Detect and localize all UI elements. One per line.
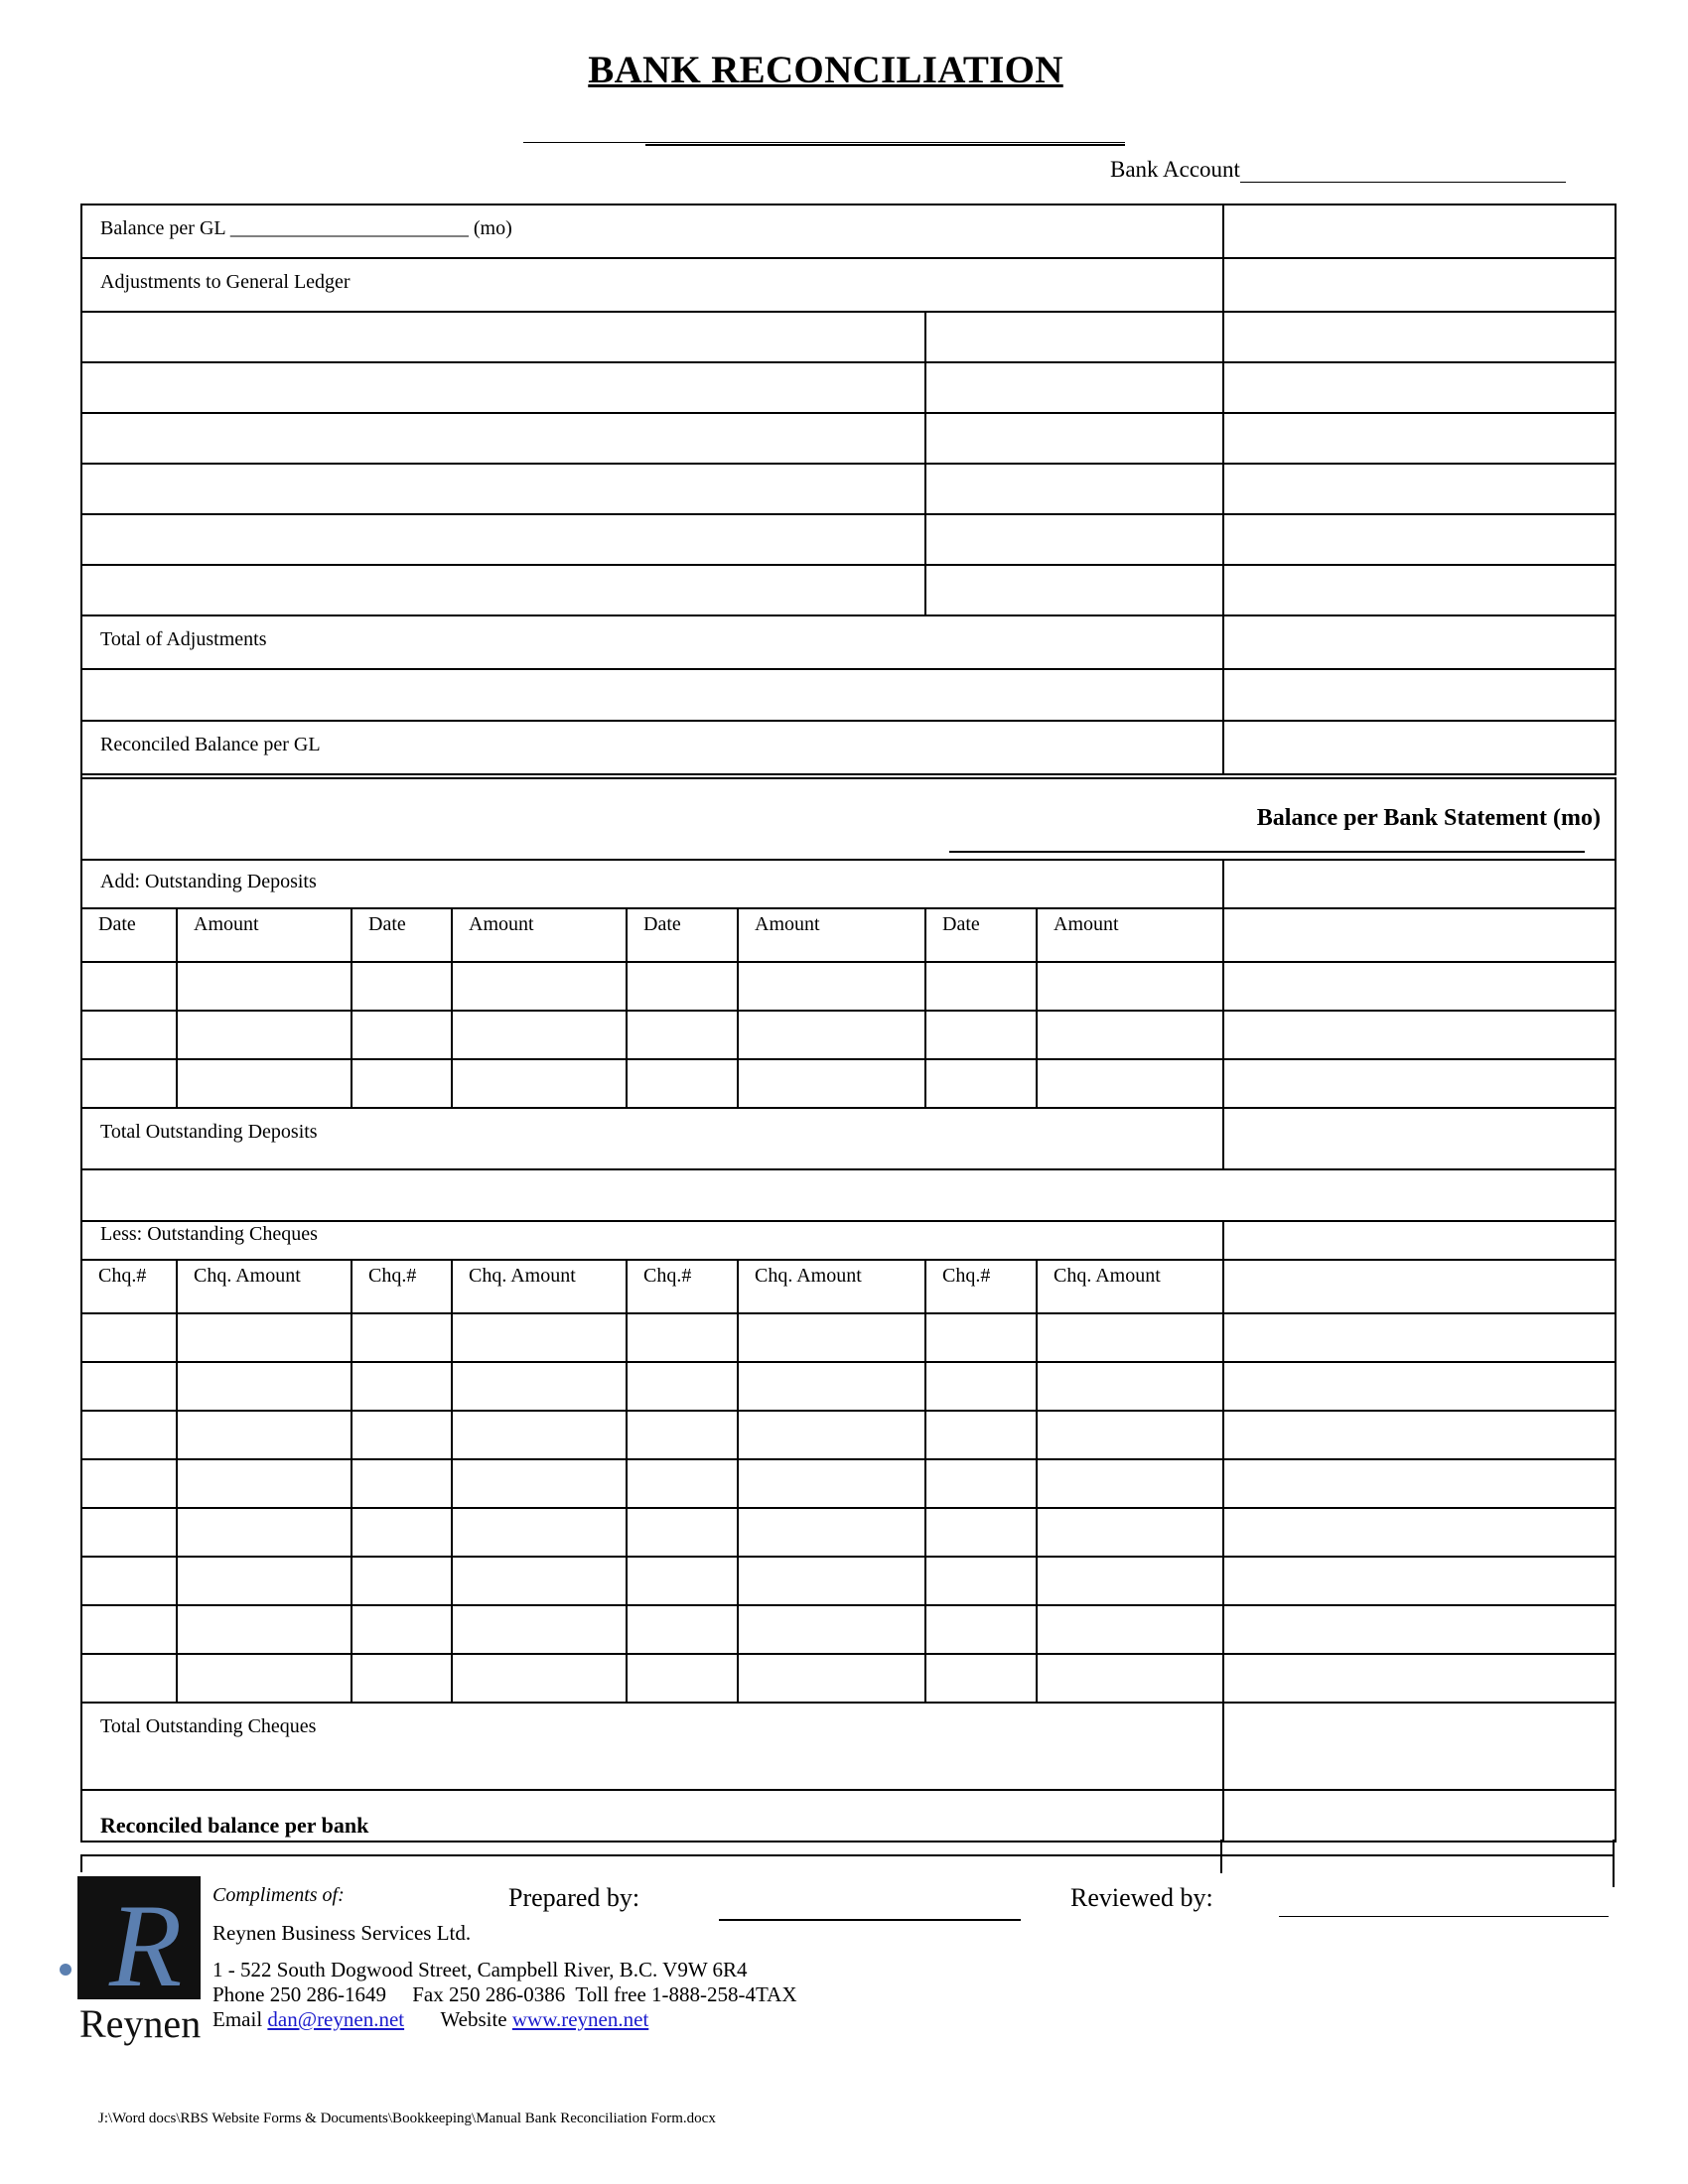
- cheque-amount-cell[interactable]: [178, 1412, 352, 1458]
- adjustment-row: [82, 363, 1617, 414]
- adjustment-subamount[interactable]: [926, 465, 1224, 513]
- cheque-header-num-3: Chq.#: [628, 1261, 739, 1312]
- balance-per-gl-label: [82, 205, 1224, 257]
- cheque-key-cell[interactable]: [628, 1314, 739, 1361]
- cheque-amount-cell[interactable]: [178, 1558, 352, 1604]
- cheque-amount-cell[interactable]: [178, 1363, 352, 1410]
- cheque-header-amount-3: Chq. Amount: [739, 1261, 926, 1312]
- cheque-row: [82, 1655, 1617, 1704]
- adjustment-row: [82, 515, 1617, 566]
- adjustment-amount[interactable]: [1224, 414, 1617, 463]
- adjustments-amount[interactable]: [1224, 259, 1617, 311]
- footer-tick-right: [1613, 1840, 1615, 1887]
- cheque-key-cell[interactable]: [352, 1363, 453, 1410]
- cheque-amount-cell[interactable]: [1038, 1655, 1224, 1702]
- bank-statement-label: Balance per Bank Statement: [1256, 805, 1548, 831]
- cheque-amount-cell[interactable]: [739, 1655, 926, 1702]
- cheque-key-cell[interactable]: [628, 1558, 739, 1604]
- cheque-key-cell[interactable]: [352, 1460, 453, 1507]
- deposit-amount-cell[interactable]: [178, 1060, 352, 1107]
- deposit-row: [82, 1012, 1617, 1060]
- deposit-amount-cell[interactable]: [1038, 963, 1224, 1010]
- cheque-cells: [82, 1412, 1224, 1458]
- balance-per-gl-blank[interactable]: ________________________: [229, 217, 469, 239]
- deposit-amount-cell[interactable]: [453, 1012, 628, 1058]
- cheque-cells: [82, 1314, 1224, 1361]
- deposit-headers: [82, 909, 1224, 961]
- cheque-amount-cell[interactable]: [453, 1509, 628, 1556]
- cheque-total[interactable]: [1224, 1509, 1617, 1556]
- adjustment-subamount[interactable]: [926, 566, 1224, 614]
- cheque-row: [82, 1460, 1617, 1509]
- deposit-amount-cell[interactable]: [178, 1012, 352, 1058]
- deposit-total[interactable]: [1224, 963, 1617, 1010]
- cheque-row: [82, 1363, 1617, 1412]
- adjustment-amount[interactable]: [1224, 465, 1617, 513]
- cheque-key-cell[interactable]: [628, 1363, 739, 1410]
- deposit-amount-cell[interactable]: [178, 963, 352, 1010]
- bank-account-label: Bank Account: [1110, 157, 1240, 182]
- cheque-header-amount-1: Chq. Amount: [178, 1261, 352, 1312]
- cheque-row: [82, 1558, 1617, 1606]
- cheque-amount-cell[interactable]: [739, 1314, 926, 1361]
- reviewed-by-field[interactable]: [1279, 1916, 1609, 1917]
- cheque-key-cell[interactable]: [352, 1655, 453, 1702]
- deposit-key-cell[interactable]: [628, 1012, 739, 1058]
- bank-statement-mo: (mo): [1553, 805, 1601, 831]
- cheque-total[interactable]: [1224, 1655, 1617, 1702]
- cheque-amount-cell[interactable]: [739, 1558, 926, 1604]
- company-phone-line: [212, 1982, 797, 2007]
- cheque-key-cell[interactable]: [352, 1509, 453, 1556]
- total-adjustments-row: [82, 616, 1617, 670]
- cheque-key-cell[interactable]: [926, 1509, 1038, 1556]
- cheque-amount-cell[interactable]: [453, 1606, 628, 1653]
- deposit-header-amount-3: Amount: [739, 909, 926, 961]
- cheque-amount-cell[interactable]: [178, 1606, 352, 1653]
- deposit-amount-cell[interactable]: [1038, 1012, 1224, 1058]
- deposit-amount-cell[interactable]: [739, 963, 926, 1010]
- cheque-amount-cell[interactable]: [453, 1363, 628, 1410]
- adjustment-subamount[interactable]: [926, 363, 1224, 412]
- outstanding-cheques-row: [82, 1222, 1617, 1261]
- cheque-key-cell[interactable]: [926, 1412, 1038, 1458]
- deposit-header-date-4: Date: [926, 909, 1038, 961]
- deposit-key-cell[interactable]: [926, 1012, 1038, 1058]
- deposit-amount-cell[interactable]: [1038, 1060, 1224, 1107]
- cheque-key-cell[interactable]: [82, 1412, 178, 1458]
- blank-gl-row: [82, 670, 1617, 722]
- cheque-row: [82, 1314, 1617, 1363]
- cheque-amount-cell[interactable]: [453, 1412, 628, 1458]
- company-fax: Fax 250 286-0386: [412, 1982, 566, 2006]
- adjustment-amount[interactable]: [1224, 566, 1617, 614]
- cheque-cells: [82, 1363, 1224, 1410]
- bank-statement-row: [82, 779, 1617, 861]
- cheque-amount-cell[interactable]: [1038, 1412, 1224, 1458]
- deposit-amount-cell[interactable]: [453, 963, 628, 1010]
- logo-letter: R: [109, 1879, 183, 2011]
- cheque-row: [82, 1509, 1617, 1558]
- cheque-key-cell[interactable]: [628, 1412, 739, 1458]
- cheque-amount-cell[interactable]: [739, 1363, 926, 1410]
- cheque-header-amount-4: Chq. Amount: [1038, 1261, 1224, 1312]
- footer-tick-left: [80, 1854, 82, 1872]
- cheque-amount-cell[interactable]: [1038, 1509, 1224, 1556]
- deposit-row: [82, 963, 1617, 1012]
- deposit-key-cell[interactable]: [926, 1060, 1038, 1107]
- cheque-total[interactable]: [1224, 1363, 1617, 1410]
- bank-statement-blank[interactable]: [949, 831, 1585, 853]
- outstanding-deposits-label: Add: Outstanding Deposits: [82, 861, 1224, 907]
- deposit-cells: [82, 963, 1224, 1010]
- reconciled-gl-amount[interactable]: [1224, 722, 1617, 773]
- cheque-cells: [82, 1655, 1224, 1702]
- cheque-amount-cell[interactable]: [739, 1412, 926, 1458]
- reconciled-bank-label: Reconciled balance per bank: [82, 1791, 1224, 1841]
- balance-per-gl-amount[interactable]: [1224, 205, 1617, 257]
- adjustment-amount[interactable]: [1224, 313, 1617, 361]
- deposit-header-amount-col: [1224, 909, 1617, 961]
- total-adjustments-label: Total of Adjustments: [82, 616, 1224, 668]
- company-address: 1 - 522 South Dogwood Street, Campbell River, B.C. V9W 6R4: [212, 1958, 748, 1981]
- deposit-key-cell[interactable]: [82, 963, 178, 1010]
- total-cheques-row: [82, 1704, 1617, 1791]
- deposit-header-amount-2: Amount: [453, 909, 628, 961]
- cheque-key-cell[interactable]: [926, 1558, 1038, 1604]
- prepared-by-label: Prepared by:: [508, 1883, 640, 1912]
- cheque-amount-cell[interactable]: [739, 1460, 926, 1507]
- cheque-key-cell[interactable]: [628, 1606, 739, 1653]
- reconciled-bank-amount[interactable]: [1224, 1791, 1617, 1841]
- cheque-key-cell[interactable]: [82, 1655, 178, 1702]
- cheque-cells: [82, 1509, 1224, 1556]
- cheque-key-cell[interactable]: [82, 1460, 178, 1507]
- total-deposits-amount[interactable]: [1224, 1109, 1617, 1168]
- footer-tick-mid: [1220, 1840, 1222, 1873]
- cheque-total[interactable]: [1224, 1412, 1617, 1458]
- period-line-bold: [645, 144, 1125, 146]
- cheque-amount-cell[interactable]: [453, 1558, 628, 1604]
- balance-per-gl-row: [82, 205, 1617, 259]
- cheque-row: [82, 1606, 1617, 1655]
- cheque-key-cell[interactable]: [82, 1509, 178, 1556]
- cheque-total[interactable]: [1224, 1460, 1617, 1507]
- deposit-key-cell[interactable]: [82, 1060, 178, 1107]
- cheque-amount-cell[interactable]: [1038, 1363, 1224, 1410]
- cheque-amount-cell[interactable]: [739, 1509, 926, 1556]
- outstanding-deposits-row: [82, 861, 1617, 909]
- deposit-amount-cell[interactable]: [453, 1060, 628, 1107]
- cheque-header-amount-col: [1224, 1261, 1617, 1312]
- prepared-by-field[interactable]: [719, 1919, 1021, 1921]
- bank-statement-field[interactable]: [1257, 805, 1601, 832]
- balance-per-gl-mo: (mo): [473, 217, 512, 239]
- deposit-key-cell[interactable]: [82, 1012, 178, 1058]
- cheque-total[interactable]: [1224, 1606, 1617, 1653]
- cheque-key-cell[interactable]: [926, 1363, 1038, 1410]
- total-adjustments-amount[interactable]: [1224, 616, 1617, 668]
- cheque-cells: [82, 1606, 1224, 1653]
- adjustment-description[interactable]: [82, 414, 926, 463]
- page-title: BANK RECONCILIATION: [588, 49, 1063, 91]
- company-phone: Phone 250 286-1649: [212, 1982, 386, 2006]
- outstanding-cheques-amount[interactable]: [1224, 1222, 1617, 1259]
- adjustment-description[interactable]: [82, 313, 926, 361]
- reconciled-gl-row: [82, 722, 1617, 779]
- adjustment-row: [82, 414, 1617, 465]
- adjustment-row: [82, 566, 1617, 616]
- cheque-amount-cell[interactable]: [178, 1460, 352, 1507]
- email-link[interactable]: dan@reynen.net: [267, 2007, 405, 2031]
- adjustments-header-row: [82, 259, 1617, 313]
- cheque-key-cell[interactable]: [82, 1558, 178, 1604]
- blank-gl-amount[interactable]: [1224, 670, 1617, 720]
- deposit-cells: [82, 1060, 1224, 1107]
- cheque-cells: [82, 1558, 1224, 1604]
- cheque-header-row: [82, 1261, 1617, 1314]
- cheque-amount-cell[interactable]: [1038, 1606, 1224, 1653]
- cheque-cells: [82, 1460, 1224, 1507]
- adjustment-description[interactable]: [82, 515, 926, 564]
- cheque-amount-cell[interactable]: [178, 1314, 352, 1361]
- cheque-amount-cell[interactable]: [453, 1314, 628, 1361]
- cheque-amount-cell[interactable]: [453, 1460, 628, 1507]
- cheque-total[interactable]: [1224, 1314, 1617, 1361]
- adjustment-description[interactable]: [82, 465, 926, 513]
- cheque-row: [82, 1412, 1617, 1460]
- deposit-header-amount-1: Amount: [178, 909, 352, 961]
- logo-wordmark: Reynen: [79, 2001, 202, 2046]
- cheque-key-cell[interactable]: [82, 1606, 178, 1653]
- total-cheques-label: Total Outstanding Cheques: [82, 1704, 1224, 1789]
- compliments-of: Compliments of:: [212, 1884, 345, 1906]
- bank-account-blank[interactable]: [1240, 158, 1566, 183]
- blank-bank-row: [82, 1170, 1617, 1222]
- website-link[interactable]: www.reynen.net: [511, 2007, 649, 2031]
- cheque-key-cell[interactable]: [628, 1460, 739, 1507]
- reconciliation-form: [80, 204, 1617, 1843]
- adjustment-subamount[interactable]: [926, 313, 1224, 361]
- cheque-key-cell[interactable]: [926, 1655, 1038, 1702]
- cheque-header-num-1: Chq.#: [82, 1261, 178, 1312]
- email-label: Email: [212, 2007, 263, 2031]
- reconciled-gl-label: Reconciled Balance per GL: [82, 722, 1224, 773]
- cheque-key-cell[interactable]: [352, 1606, 453, 1653]
- adjustments-label: Adjustments to General Ledger: [82, 259, 1224, 311]
- cheque-amount-cell[interactable]: [1038, 1460, 1224, 1507]
- total-cheques-amount[interactable]: [1224, 1704, 1617, 1789]
- cheque-header-num-2: Chq.#: [352, 1261, 453, 1312]
- adjustment-row: [82, 465, 1617, 515]
- cheque-amount-cell[interactable]: [739, 1606, 926, 1653]
- deposit-key-cell[interactable]: [926, 963, 1038, 1010]
- cheque-amount-cell[interactable]: [1038, 1314, 1224, 1361]
- cheque-key-cell[interactable]: [352, 1412, 453, 1458]
- cheque-key-cell[interactable]: [82, 1363, 178, 1410]
- deposit-key-cell[interactable]: [628, 1060, 739, 1107]
- company-contact-line: [212, 2007, 648, 2032]
- file-path: J:\Word docs\RBS Website Forms & Documents\Bookkeeping\Manual Bank Reconciliation Form.docx: [98, 2111, 716, 2126]
- deposit-amount-cell[interactable]: [739, 1060, 926, 1107]
- reconciled-bank-row: [82, 1791, 1617, 1843]
- cheque-key-cell[interactable]: [352, 1314, 453, 1361]
- cheque-key-cell[interactable]: [628, 1655, 739, 1702]
- deposit-header-date-3: Date: [628, 909, 739, 961]
- cheque-key-cell[interactable]: [82, 1314, 178, 1361]
- cheque-total[interactable]: [1224, 1558, 1617, 1604]
- cheque-key-cell[interactable]: [926, 1314, 1038, 1361]
- cheque-amount-cell[interactable]: [178, 1509, 352, 1556]
- deposit-header-row: [82, 909, 1617, 963]
- adjustment-row: [82, 313, 1617, 363]
- footer-rule: [80, 1854, 1615, 1856]
- company-tollfree: Toll free 1-888-258-4TAX: [575, 1982, 797, 2006]
- cheque-key-cell[interactable]: [352, 1558, 453, 1604]
- deposit-key-cell[interactable]: [352, 1060, 453, 1107]
- outstanding-cheques-label: Less: Outstanding Cheques: [82, 1222, 1224, 1259]
- adjustment-amount[interactable]: [1224, 363, 1617, 412]
- cheque-amount-cell[interactable]: [453, 1655, 628, 1702]
- deposit-row: [82, 1060, 1617, 1109]
- deposit-header-date-2: Date: [352, 909, 453, 961]
- total-deposits-label: Total Outstanding Deposits: [82, 1109, 1224, 1168]
- cheque-key-cell[interactable]: [926, 1460, 1038, 1507]
- adjustment-subamount[interactable]: [926, 515, 1224, 564]
- reviewed-by-label: Reviewed by:: [1070, 1883, 1213, 1912]
- period-line: [523, 142, 1125, 143]
- cheque-key-cell[interactable]: [628, 1509, 739, 1556]
- deposit-amount-cell[interactable]: [739, 1012, 926, 1058]
- adjustment-description[interactable]: [82, 363, 926, 412]
- outstanding-deposits-amount[interactable]: [1224, 861, 1617, 907]
- website-label: Website: [440, 2007, 507, 2031]
- logo-dot: [60, 1964, 71, 1976]
- bank-account-field[interactable]: [1110, 157, 1566, 183]
- deposit-total[interactable]: [1224, 1012, 1617, 1058]
- company-name: Reynen Business Services Ltd.: [212, 1921, 472, 1945]
- blank-bank-cell[interactable]: [82, 1170, 1617, 1220]
- deposit-total[interactable]: [1224, 1060, 1617, 1107]
- deposit-key-cell[interactable]: [628, 963, 739, 1010]
- balance-per-gl-text: Balance per GL: [100, 217, 225, 239]
- reynen-logo: [58, 1876, 205, 2047]
- total-deposits-row: [82, 1109, 1617, 1170]
- cheque-key-cell[interactable]: [926, 1606, 1038, 1653]
- deposit-header-date-1: Date: [82, 909, 178, 961]
- deposit-cells: [82, 1012, 1224, 1058]
- deposit-key-cell[interactable]: [352, 963, 453, 1010]
- deposit-header-amount-4: Amount: [1038, 909, 1224, 961]
- adjustment-description[interactable]: [82, 566, 926, 614]
- adjustment-amount[interactable]: [1224, 515, 1617, 564]
- blank-gl-cell[interactable]: [82, 670, 1224, 720]
- bank-statement-cell: [82, 779, 1617, 859]
- cheque-header-amount-2: Chq. Amount: [453, 1261, 628, 1312]
- cheque-amount-cell[interactable]: [178, 1655, 352, 1702]
- cheque-header-num-4: Chq.#: [926, 1261, 1038, 1312]
- cheque-headers: [82, 1261, 1224, 1312]
- deposit-key-cell[interactable]: [352, 1012, 453, 1058]
- adjustment-subamount[interactable]: [926, 414, 1224, 463]
- cheque-amount-cell[interactable]: [1038, 1558, 1224, 1604]
